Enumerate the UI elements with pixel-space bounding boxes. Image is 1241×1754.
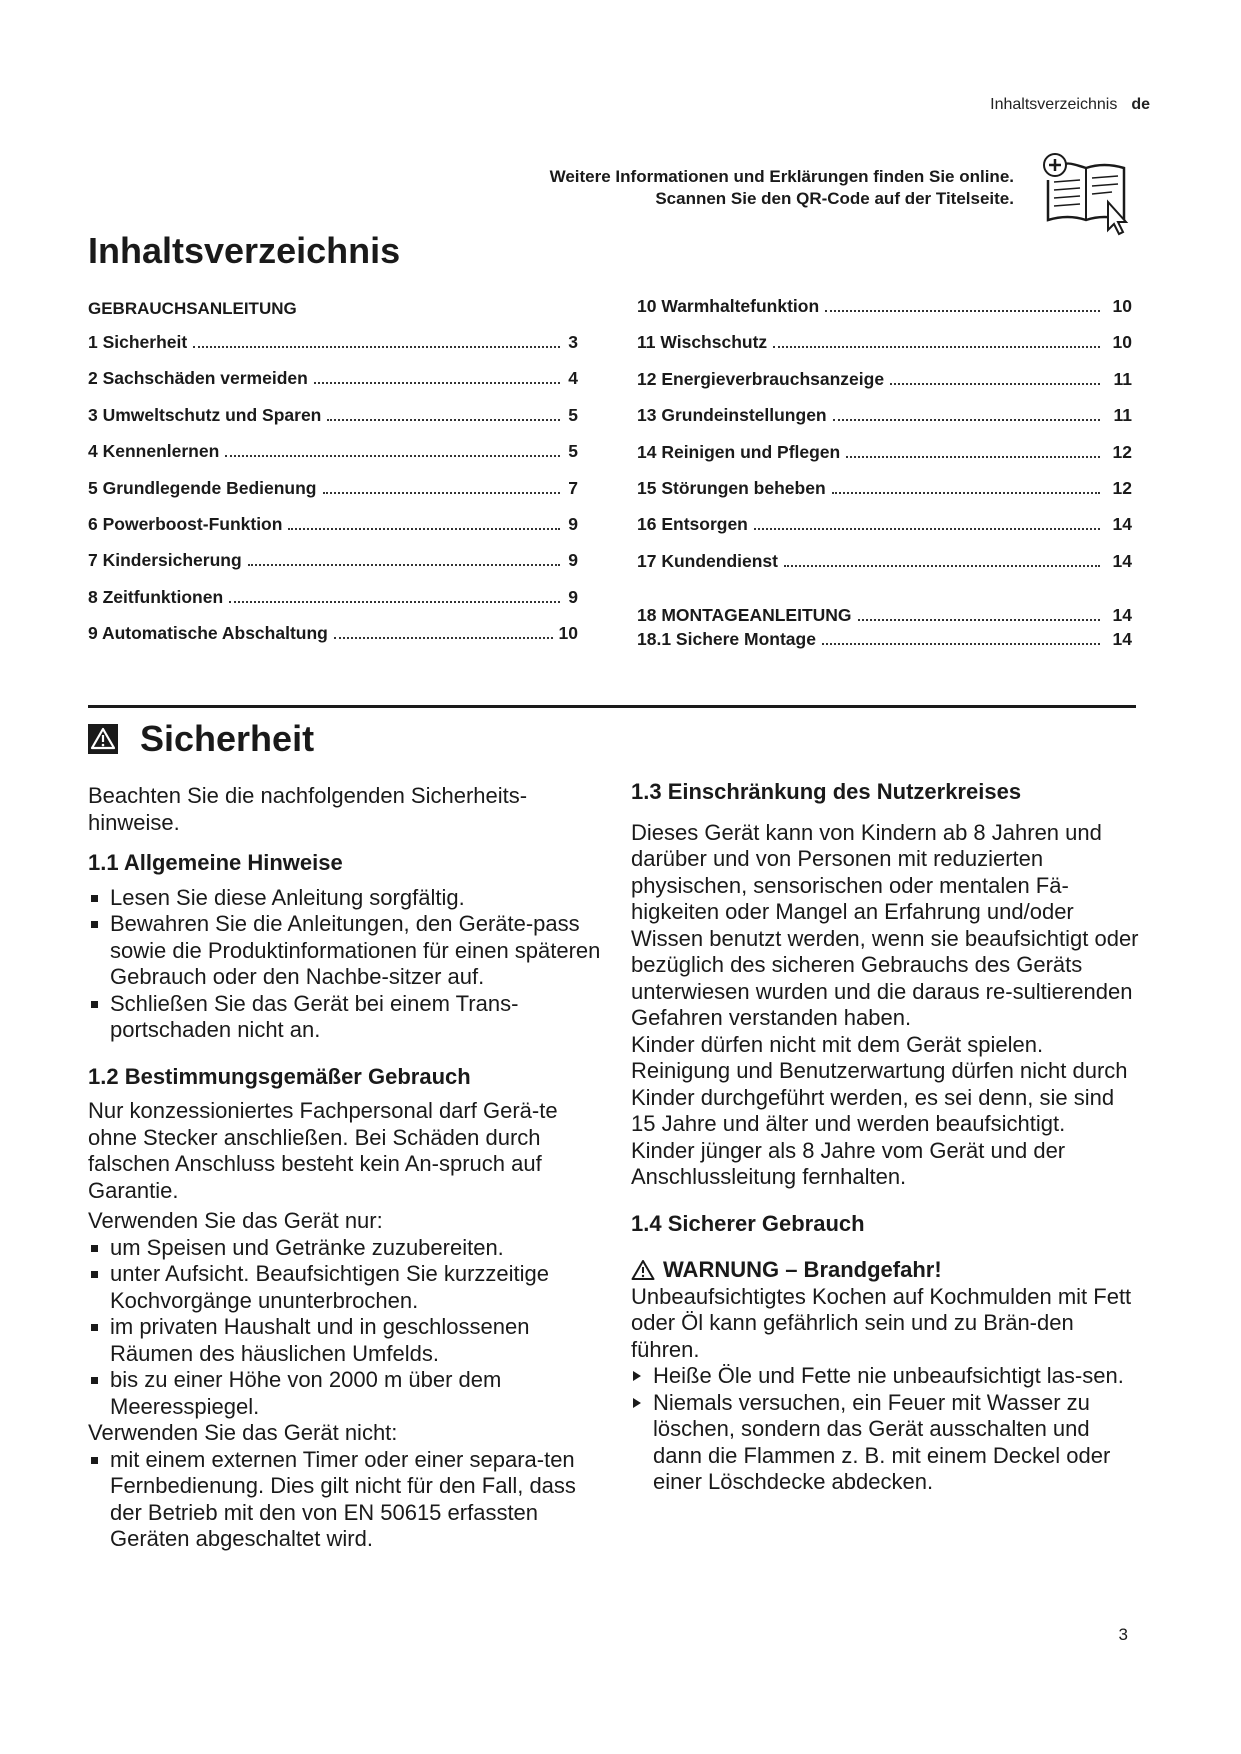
toc-entry[interactable] [637, 551, 1132, 587]
toc-entry[interactable] [88, 441, 578, 477]
list-item-text: mit einem externen Timer oder einer separa-ten Fernbedienung. Dies gilt nicht für den Fall, dass der Betrieb mit den von EN 50615 erfassten Geräten abgeschaltet wird. [110, 1446, 576, 1551]
toc-entry[interactable] [637, 478, 1132, 514]
list-item-text: bis zu einer Höhe von 2000 m über dem Meeresspiegel. [110, 1367, 502, 1419]
toc-entry[interactable] [637, 332, 1132, 368]
toc-entry[interactable] [637, 369, 1132, 405]
toc-entry[interactable] [637, 442, 1132, 478]
list-item [88, 1235, 608, 1262]
toc-entry-label: 6 Powerboost-Funktion [88, 513, 283, 534]
online-info-line-2: Scannen Sie den QR-Code auf der Titelseite. [655, 189, 1014, 208]
running-header [990, 96, 1150, 114]
toc-entry-page: 10 [558, 623, 578, 644]
toc-entry-label: 1 Sicherheit [88, 332, 188, 352]
toc-entry-page: 4 [568, 368, 578, 389]
list-item [88, 1314, 608, 1367]
toc-entry-page: 14 [1112, 629, 1132, 650]
prohibited-use-list [88, 1447, 608, 1553]
toc-entry-label: 5 Grundlegende Bedienung [88, 477, 317, 498]
toc-entry-page: 9 [568, 586, 578, 607]
list-item [88, 1261, 608, 1314]
warning-title [631, 1257, 1141, 1284]
warning-title-text: WARNUNG – Brandgefahr! [663, 1257, 942, 1282]
paragraph: Kinder dürfen nicht mit dem Gerät spielen. [631, 1031, 1044, 1057]
use-intro: Verwenden Sie das Gerät nur: [88, 1208, 383, 1233]
toc-entry-label: 14 Reinigen und Pflegen [637, 441, 841, 462]
list-item-text: Schließen Sie das Gerät bei einem Trans-portschaden nicht an. [110, 990, 519, 1042]
toc-entry-page: 10 [1112, 296, 1132, 316]
paragraph: Reinigung und Benutzerwartung dürfen nicht durch Kinder durchgeführt werden, es sei denn, sie sind 15 Jahre und älter und werden beaufsichtigt. [631, 1058, 1128, 1136]
section-heading [88, 718, 314, 760]
toc-entry-montage[interactable] [637, 629, 1132, 653]
subsection-heading: 1.1 Allgemeine Hinweise [88, 850, 343, 875]
toc-entry[interactable] [88, 623, 578, 659]
warning-text: Unbeaufsichtigtes Kochen auf Kochmulden mit Fett oder Öl kann gefährlich sein und zu Brän-den führen. [631, 1283, 1132, 1362]
toc-entry[interactable] [637, 514, 1132, 550]
online-info-line-1: Weitere Informationen und Erklärungen finden Sie online. [549, 167, 1014, 186]
toc-right-column [637, 296, 1132, 653]
toc-entry-montage[interactable] [637, 605, 1132, 629]
toc-entry-label: 11 Wischschutz [637, 332, 768, 353]
toc-entry-page: 9 [568, 513, 578, 534]
list-item-text: Bewahren Sie die Anleitungen, den Geräte-pass sowie die Produktinformationen für einen späteren Gebrauch oder den Nachbe-sitzer auf. [110, 911, 601, 989]
toc-entry[interactable] [88, 368, 578, 404]
toc-entry-page: 5 [568, 441, 578, 462]
toc-entry-page: 3 [568, 332, 578, 352]
toc-entry-page: 5 [568, 404, 578, 425]
running-header-lang: de [1131, 96, 1150, 113]
toc-entry-page: 12 [1112, 477, 1132, 498]
toc-title: Inhaltsverzeichnis [88, 230, 401, 271]
toc-entry-page: 14 [1112, 550, 1132, 571]
toc-entry-page: 9 [568, 550, 578, 571]
online-info-note [550, 166, 1014, 210]
toc-entry-label: 12 Energieverbrauchsanzeige [637, 368, 885, 389]
online-manual-icon [1038, 150, 1134, 241]
toc-entry-label: 9 Automatische Abschaltung [88, 623, 328, 644]
toc-entry-label: 10 Warmhaltefunktion [637, 296, 820, 316]
list-item [88, 1447, 608, 1553]
toc-entry-label: 7 Kindersicherung [88, 550, 242, 571]
paragraph: Nur konzessioniertes Fachpersonal darf Gerä-te ohne Stecker anschließen. Bei Schäden durch falschen Anschluss besteht kein An-spruch auf Garantie. [88, 1098, 558, 1203]
list-item-text: unter Aufsicht. Beaufsichtigen Sie kurzzeitige Kochvorgänge ununterbrochen. [110, 1261, 550, 1313]
toc-left-column [88, 296, 578, 660]
toc-entry-label: 3 Umweltschutz und Sparen [88, 404, 322, 425]
action-item-text: Niemals versuchen, ein Feuer mit Wasser zu löschen, sondern das Gerät ausschalten und dann die Flammen z. B. mit einem Deckel oder einer Löschdecke abdecken. [653, 1389, 1111, 1494]
subsection-heading: 1.2 Bestimmungsgemäßer Gebrauch [88, 1063, 471, 1089]
toc-left-heading: GEBRAUCHSANLEITUNG [88, 299, 297, 318]
list-item-text: um Speisen und Getränke zuzubereiten. [110, 1234, 504, 1260]
list-item [88, 911, 608, 991]
toc-entry-label: 15 Störungen beheben [637, 477, 826, 498]
paragraph: Kinder jünger als 8 Jahre vom Gerät und der Anschlussleitung fernhalten. [631, 1137, 1066, 1189]
toc-entry-label: 2 Sachschäden vermeiden [88, 368, 308, 389]
warning-box-icon [88, 724, 118, 754]
nouse-intro: Verwenden Sie das Gerät nicht: [88, 1420, 398, 1445]
toc-entry-page: 10 [1112, 332, 1132, 353]
section-title: Sicherheit [140, 718, 315, 759]
toc-entry[interactable] [88, 478, 578, 514]
toc-entry-page: 14 [1112, 514, 1132, 535]
toc-entry-label: 16 Entsorgen [637, 514, 748, 535]
running-header-section: Inhaltsverzeichnis [990, 96, 1118, 113]
list-item [88, 991, 608, 1044]
toc-entry[interactable] [88, 550, 578, 586]
subsection-heading: 1.4 Sicherer Gebrauch [631, 1210, 865, 1236]
section-divider [88, 705, 1136, 708]
toc-entry[interactable] [88, 514, 578, 550]
toc-entry-page: 12 [1112, 441, 1132, 462]
list-item [88, 1367, 608, 1420]
toc-entry-page: 7 [568, 477, 578, 498]
toc-entry-label: 8 Zeitfunktionen [88, 586, 224, 607]
toc-entry-label: 4 Kennenlernen [88, 441, 220, 462]
toc-entry-label: 13 Grundeinstellungen [637, 405, 827, 426]
content-column-right [631, 779, 1141, 1496]
page-number: 3 [1118, 1625, 1128, 1644]
action-item [631, 1363, 1141, 1390]
toc-entry[interactable] [637, 296, 1132, 332]
subsection-heading: 1.3 Einschränkung des Nutzerkreises [631, 779, 1022, 804]
toc-entry-page: 14 [1112, 605, 1132, 626]
action-item-text: Heiße Öle und Fette nie unbeaufsichtigt las-sen. [653, 1363, 1124, 1388]
intro-text: Beachten Sie die nachfolgenden Sicherheits-hinweise. [88, 783, 528, 835]
toc-entry-label: 18.1 Sichere Montage [637, 629, 816, 650]
toc-entry-label: 17 Kundendienst [637, 550, 778, 571]
content-column-left [88, 783, 608, 1553]
intended-use-list [88, 1235, 608, 1421]
toc-entry-page: 11 [1113, 405, 1132, 426]
warning-triangle-icon [631, 1259, 655, 1281]
toc-entry[interactable] [88, 332, 578, 368]
toc-entry-label: 18 MONTAGEANLEITUNG [637, 605, 852, 626]
general-notes-list [88, 885, 608, 1044]
list-item-text: im privaten Haushalt und in geschlossenen Räumen des häuslichen Umfelds. [110, 1314, 530, 1366]
toc-entry[interactable] [88, 405, 578, 441]
warning-actions-list [631, 1363, 1141, 1496]
toc-entry-page: 11 [1113, 368, 1132, 389]
toc-entry[interactable] [637, 405, 1132, 441]
list-item [88, 885, 608, 912]
list-item-text: Lesen Sie diese Anleitung sorgfältig. [110, 884, 465, 910]
toc-entry[interactable] [88, 587, 578, 623]
action-item [631, 1390, 1141, 1496]
paragraph: Dieses Gerät kann von Kindern ab 8 Jahren und darüber und von Personen mit reduzierten physischen, sensorischen oder mentalen Fä-higkeiten oder Mangel an Erfahrung und/oder Wissen benutzt werden, wenn sie beaufsichtigt oder bezüglich des sicheren Gebrauchs des Geräts unterwiesen wurden und die daraus re-sultierenden Gefahren verstanden haben. [631, 819, 1139, 1030]
